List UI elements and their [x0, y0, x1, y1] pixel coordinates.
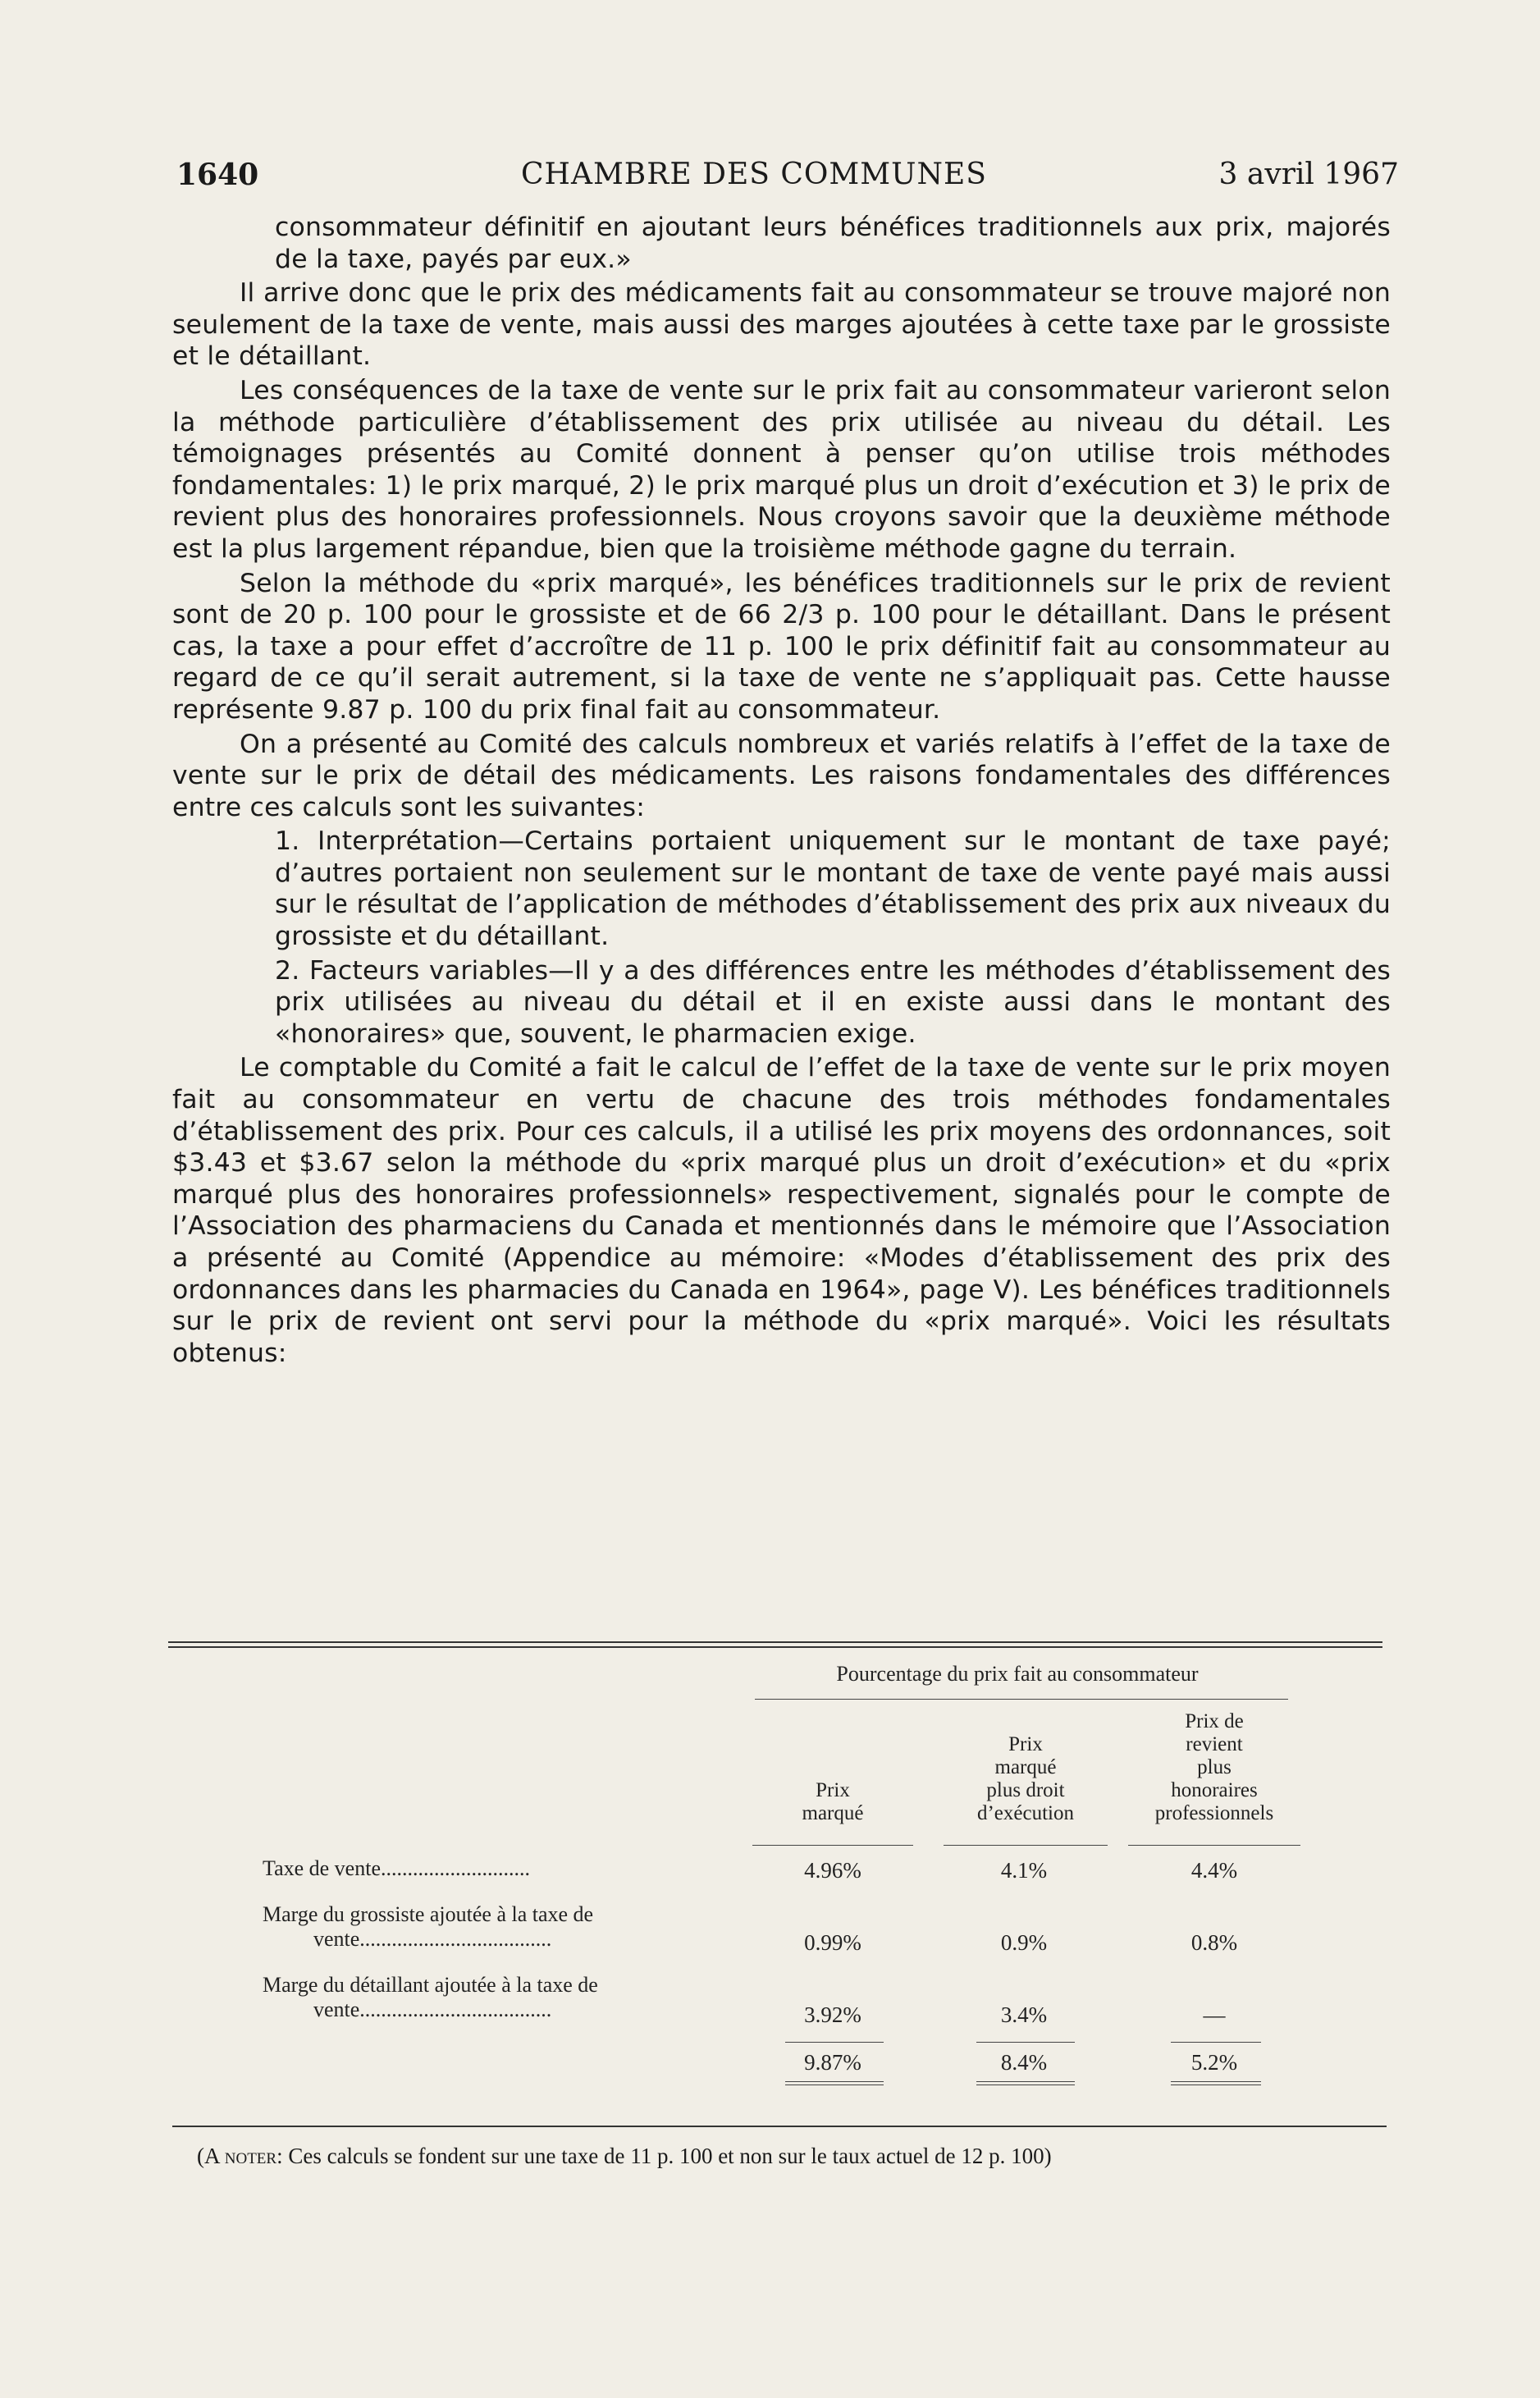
table-cell: 4.1% — [1000, 1858, 1048, 1883]
body-text — [172, 212, 1391, 1371]
list-item: 1. Interprétation—Certains portaient uniquement sur le montant de taxe payé; d’autres portaient non seulement sur le montant de taxe de vente payé mais aussi sur le résultat de l’application de méthodes d’établissement des prix aux niveaux du grossiste et du détaillant. — [275, 826, 1391, 952]
column-header-rule — [944, 1845, 1108, 1846]
table-top-rule — [168, 1641, 1382, 1648]
group-header-rule — [755, 1699, 1288, 1700]
header-date: 3 avril 1967 — [1218, 158, 1399, 191]
table-group-header: Pourcentage du prix fait au consommateur — [836, 1662, 1199, 1686]
paragraph: Selon la méthode du «prix marqué», les bénéfices traditionnels sur le prix de revient sont de 20 p. 100 pour le grossiste et de 66 2/3 p. 100 pour le détaillant. Dans le présent cas, la taxe a pour effet d’accroître de 11 p. 100 le prix définitif fait au consommateur au regard de ce qu’il serait autrement, si la taxe de vente ne s’appliquait pas. Cette hausse représente 9.87 p. 100 du prix final fait au consommateur. — [172, 568, 1391, 725]
table-cell: 0.99% — [804, 1930, 861, 1955]
column-header-prix-marque-droit: Prix marqué plus droit d’exécution — [976, 1733, 1074, 1824]
column-header-prix-revient: Prix de revient plus honoraires professionnels — [1154, 1710, 1274, 1824]
page-number: 1640 — [176, 158, 259, 192]
sum-rule — [785, 2042, 884, 2043]
running-title: CHAMBRE DES COMMUNES — [521, 158, 987, 191]
total-cell: 5.2% — [1190, 2050, 1238, 2075]
column-header-prix-marque: Prix marqué — [802, 1779, 864, 1824]
column-header-rule — [1128, 1845, 1300, 1846]
table-cell: 3.92% — [804, 2002, 861, 2027]
paragraph: On a présenté au Comité des calculs nombreux et variés relatifs à l’effet de la taxe de vente sur le prix de détail des médicaments. Les raisons fondamentales des différences entre ces calculs sont les suivantes: — [172, 729, 1391, 822]
paragraph: Il arrive donc que le prix des médicaments fait au consommateur se trouve majoré non seulement de la taxe de vente, mais aussi des marges ajoutées à cette taxe par le grossiste et le détaillant. — [172, 278, 1391, 372]
paragraph: Les conséquences de la taxe de vente sur le prix fait au consommateur varieront selon la méthode particulière d’établissement des prix utilisée au niveau du détail. Les témoignages présentés au Comité donnent à penser qu’on utilise trois méthodes fondamentales: 1) le prix marqué, 2) le prix marqué plus un droit d’exécution et 3) le prix de revient plus des honoraires professionnels. Nous croyons savoir que la deuxième méthode est la plus largement répandue, bien que la troisième méthode gagne du terrain. — [172, 375, 1391, 564]
table-cell: 4.96% — [804, 1858, 861, 1883]
table-cell: 0.9% — [1000, 1930, 1048, 1955]
paragraph: Le comptable du Comité a fait le calcul de l’effet de la taxe de vente sur le prix moyen fait au consommateur en vertu de chacune des trois méthodes fondamentales d’établissement des prix. Pour ces calculs, il a utilisé les prix moyens des ordonnances, soit $3.43 et $3.67 selon la méthode du «prix marqué plus un droit d’exécution» et du «prix marqué plus des honoraires professionnels» respectivement, signalés pour le compte de l’Association des pharmaciens du Canada et mentionnés dans le mémoire que l’Association a présenté au Comité (Appendice au mémoire: «Modes d’établissement des prix des ordonnances dans les pharmacies du Canada en 1964», page V). Les bénéfices traditionnels sur le prix de revient ont servi pour la méthode du «prix marqué». Voici les résultats obtenus: — [172, 1053, 1391, 1368]
row-label-detaillant: Marge du détaillant ajoutée à la taxe de vente.................................... — [263, 1973, 598, 2021]
table-cell: 3.4% — [1000, 2002, 1048, 2027]
table-note: (A noter: Ces calculs se fondent sur une taxe de 11 p. 100 et non sur le taux actuel de 12 p. 100) — [197, 2144, 1052, 2168]
total-cell: 9.87% — [804, 2050, 861, 2075]
column-header-rule — [752, 1845, 913, 1846]
results-table — [168, 1641, 1382, 2075]
note-label: noter — [224, 2144, 277, 2168]
page-header — [176, 158, 1399, 207]
sum-rule — [1171, 2042, 1261, 2043]
row-label-taxe: Taxe de vente............................ — [263, 1856, 530, 1880]
total-cell: 8.4% — [1000, 2050, 1048, 2075]
table-bottom-rule — [172, 2126, 1387, 2127]
table-cell: 4.4% — [1190, 1858, 1238, 1883]
total-double-rule — [976, 2081, 1075, 2085]
row-label-grossiste: Marge du grossiste ajoutée à la taxe de vente.................................... — [263, 1902, 594, 1951]
sum-rule — [976, 2042, 1075, 2043]
total-double-rule — [1171, 2081, 1261, 2085]
table-cell: 0.8% — [1190, 1930, 1238, 1955]
paragraph: consommateur définitif en ajoutant leurs bénéfices traditionnels aux prix, majorés de la taxe, payés par eux.» — [275, 213, 1391, 274]
table-cell: — — [1203, 2002, 1226, 2027]
list-item: 2. Facteurs variables—Il y a des différences entre les méthodes d’établissement des prix utilisées au niveau du détail et il en existe aussi dans le montant des «honoraires» que, souvent, le pharmacien exige. — [275, 955, 1391, 1049]
total-double-rule — [785, 2081, 884, 2085]
